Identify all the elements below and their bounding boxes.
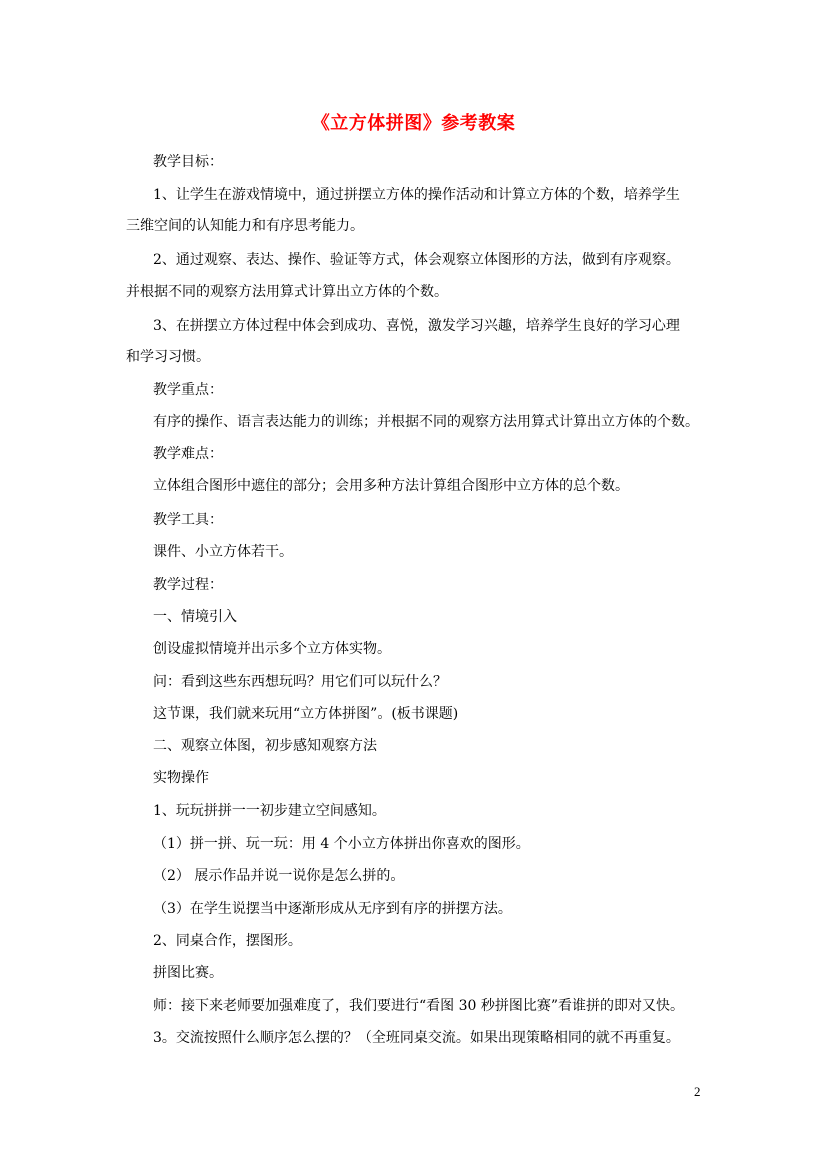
paragraph-line: 1、让学生在游戏情境中，通过拼摆立方体的操作活动和计算立方体的个数，培养学生 — [153, 187, 680, 203]
paragraph-line: 2、同桌合作，摆图形。 — [153, 933, 302, 949]
paragraph-line: 1、玩玩拼拼一一初步建立空间感知。 — [153, 803, 386, 819]
paragraph-line: 2、通过观察、表达、操作、验证等方式，体会观察立体图形的方法，做到有序观察。 — [153, 252, 680, 268]
heading-key-points: 教学重点： — [153, 382, 223, 398]
heading-difficulties: 教学难点： — [153, 446, 223, 462]
paragraph-line: 拼图比赛。 — [153, 965, 223, 981]
paragraph-line: 实物操作 — [153, 770, 209, 786]
paragraph-line: 和学习习惯。 — [126, 349, 210, 365]
heading-teaching-process: 教学过程： — [153, 577, 223, 593]
paragraph-line: 并根据不同的观察方法用算式计算出立方体的个数。 — [126, 284, 448, 300]
paragraph-line: （2） 展示作品并说一说你是怎么拼的。 — [153, 868, 405, 884]
paragraph-line: 师：接下来老师要加强难度了，我们要进行“看图 30 秒拼图比赛”看谁拼的即对又快。 — [153, 998, 685, 1014]
heading-teaching-tools: 教学工具： — [153, 512, 223, 528]
document-title: 《立方体拼图》参考教案 — [311, 113, 516, 134]
paragraph-line: 创设虚拟情境并出示多个立方体实物。 — [153, 641, 391, 657]
paragraph-line: （1）拼一拼、玩一玩：用 4 个小立方体拼出你喜欢的图形。 — [153, 836, 530, 852]
paragraph-line: （3）在学生说摆当中逐渐形成从无序到有序的拼摆方法。 — [153, 901, 512, 917]
page-number: 2 — [694, 1084, 701, 1099]
heading-teaching-objectives: 教学目标： — [153, 154, 223, 170]
paragraph-line: 有序的操作、语言表达能力的训练；并根据不同的观察方法用算式计算出立方体的个数。 — [153, 414, 699, 430]
paragraph-line: 三维空间的认知能力和有序思考能力。 — [126, 218, 364, 234]
paragraph-line: 课件、小立方体若干。 — [153, 544, 293, 560]
paragraph-line: 3。交流按照什么顺序怎么摆的？（全班同桌交流。如果出现策略相同的就不再重复。 — [153, 1030, 680, 1046]
paragraph-line: 立体组合图形中遮住的部分；会用多种方法计算组合图形中立方体的总个数。 — [153, 478, 629, 494]
paragraph-line: 这节课，我们就来玩用“立方体拼图”。(板书课题) — [153, 706, 459, 722]
section-heading: 一、情境引入 — [153, 609, 237, 625]
section-heading: 二、观察立体图，初步感知观察方法 — [153, 738, 377, 754]
paragraph-line: 问：看到这些东西想玩吗？用它们可以玩什么？ — [153, 674, 447, 690]
paragraph-line: 3、在拼摆立方体过程中体会到成功、喜悦，激发学习兴趣，培养学生良好的学习心理 — [153, 318, 680, 334]
